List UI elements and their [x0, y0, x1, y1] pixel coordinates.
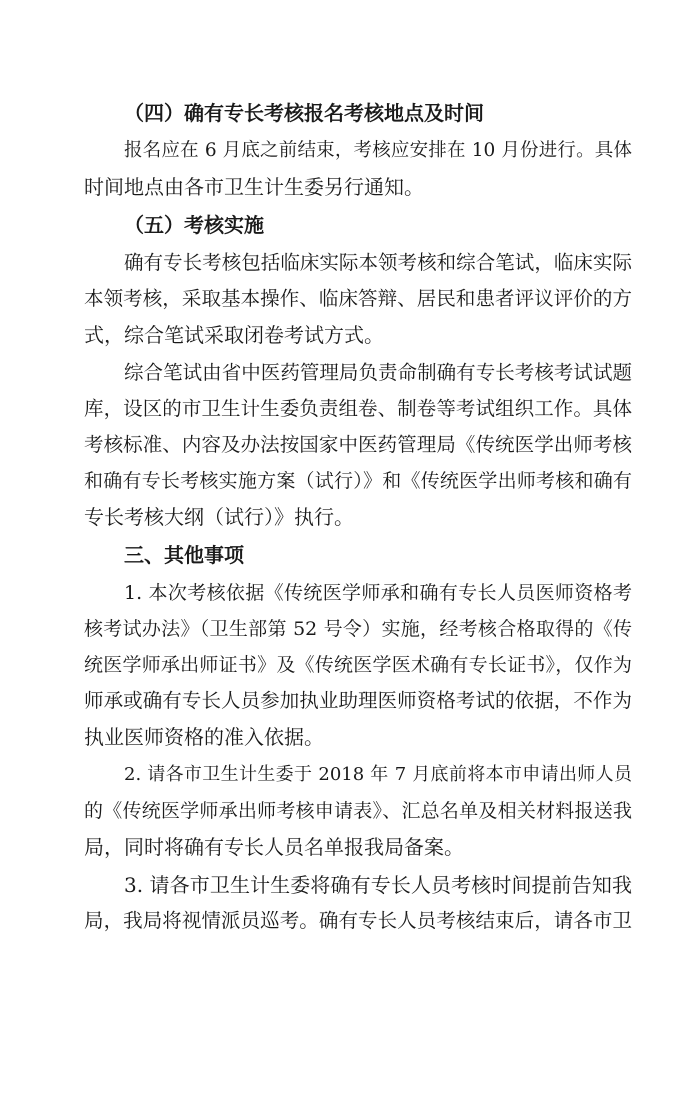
section-5-para-1-line-3: 式，综合笔试采取闭卷考试方式。 [84, 323, 384, 347]
section-5-para-2-line-1: 综合笔试由省中医药管理局负责命制确有专长考核考试试题 [124, 361, 632, 384]
section-3-item-3-line-1: 3. 请各市卫生计生委将确有专长人员考核时间提前告知我 [124, 873, 632, 897]
section-3-heading: 三、其他事项 [124, 543, 244, 567]
section-5-para-2-line-2: 库，设区的市卫生计生委负责组卷、制卷等考试组织工作。具体 [84, 397, 632, 420]
section-3-item-1-line-4: 师承或确有专长人员参加执业助理医师资格考试的依据，不作为 [84, 689, 632, 712]
section-5-para-1-line-1: 确有专长考核包括临床实际本领考核和综合笔试，临床实际 [124, 251, 632, 274]
section-3-item-2-line-3: 局，同时将确有专长人员名单报我局备案。 [84, 835, 464, 859]
section-3-item-1-line-3: 统医学师承出师证书》及《传统医学医术确有专长证书》，仅作为 [84, 654, 632, 676]
section-4-para-1-line-2: 时间地点由各市卫生计生委另行通知。 [84, 175, 424, 199]
section-5-heading: （五）考核实施 [124, 213, 264, 237]
section-3-item-2-line-1: 2. 请各市卫生计生委于 2018 年 7 月底前将本市申请出师人员 [124, 764, 632, 785]
section-5-para-2-line-5: 专长考核大纲（试行）》执行。 [84, 505, 354, 529]
section-3-item-3-line-2: 局，我局将视情派员巡考。确有专长人员考核结束后，请各市卫 [84, 909, 632, 932]
section-4-para-1-line-1: 报名应在 6 月底之前结束，考核应安排在 10 月份进行。具体 [124, 140, 632, 161]
section-5-para-2-line-3: 考核标准、内容及办法按国家中医药管理局《传统医学出师考核 [84, 433, 632, 456]
section-3-item-1-line-1: 1. 本次考核依据《传统医学师承和确有专长人员医师资格考 [124, 582, 632, 604]
section-3-item-1-line-2: 核考试办法》（卫生部第 52 号令）实施，经考核合格取得的《传 [84, 618, 632, 640]
section-5-para-2-line-4: 和确有专长考核实施方案（试行）》和《传统医学出师考核和确有 [84, 470, 632, 492]
section-5-para-1-line-2: 本领考核，采取基本操作、临床答辩、居民和患者评议评价的方 [84, 287, 632, 310]
section-3-item-1-line-5: 执业医师资格的准入依据。 [84, 725, 324, 749]
section-3-item-2-line-2: 的《传统医学师承出师考核申请表》、汇总名单及相关材料报送我 [84, 800, 632, 822]
section-4-heading: （四）确有专长考核报名考核地点及时间 [124, 101, 484, 125]
